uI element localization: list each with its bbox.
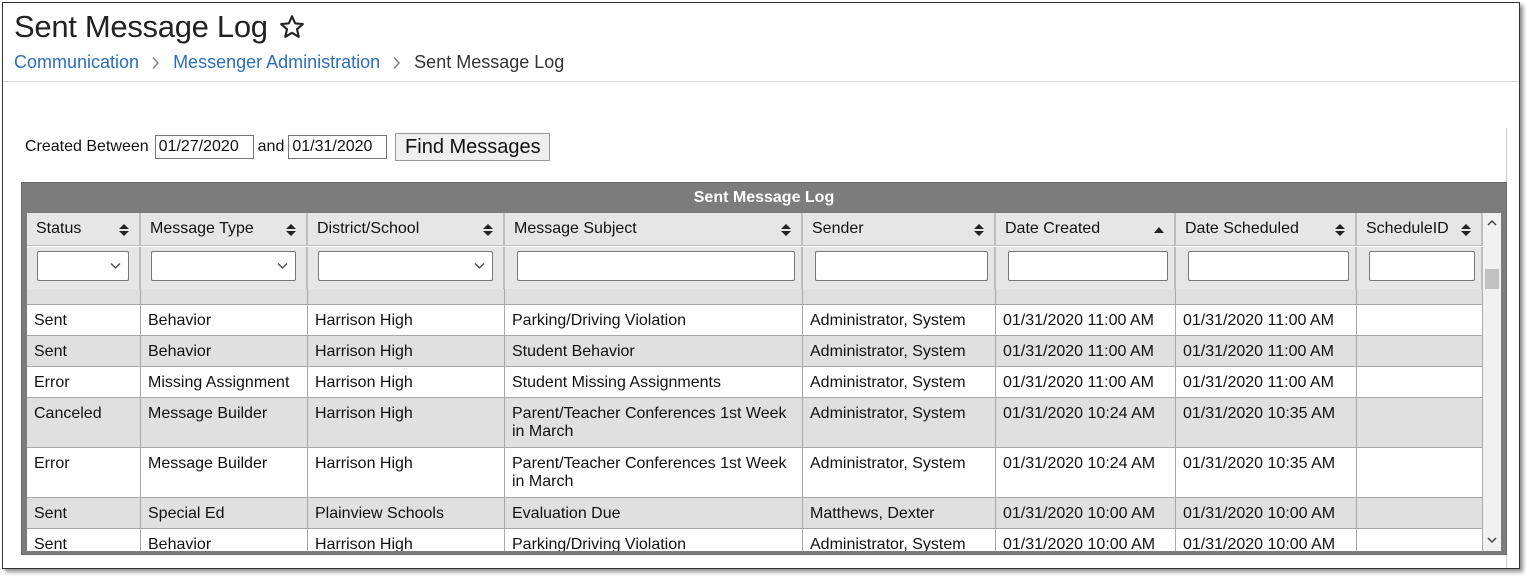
- scroll-up-icon[interactable]: [1486, 218, 1498, 228]
- filter-input-date-created[interactable]: [1008, 251, 1168, 281]
- chevron-right-icon: [151, 56, 161, 70]
- cell-date-created: 01/31/2020 11:00 AM: [996, 367, 1176, 397]
- cell-scheduleid: [1357, 336, 1483, 366]
- column-header-label: District/School: [317, 220, 420, 237]
- start-date-input[interactable]: [155, 135, 254, 159]
- table-row[interactable]: [27, 398, 1483, 448]
- cell-scheduleid: [1357, 498, 1483, 528]
- filter-cell-message-subject: [505, 247, 803, 289]
- cell-status: Error: [27, 448, 141, 497]
- table-row[interactable]: [27, 367, 1483, 398]
- cell-date-created: 01/31/2020 10:00 AM: [996, 529, 1176, 551]
- cell-date-scheduled: 01/31/2020 11:00 AM: [1176, 305, 1357, 335]
- table-row[interactable]: [27, 336, 1483, 367]
- filter-cell-sender: [803, 247, 996, 289]
- cell-status: Sent: [27, 336, 141, 366]
- cell-district-school: Harrison High: [308, 305, 505, 335]
- vertical-scrollbar[interactable]: [1483, 213, 1501, 551]
- filter-input-message-subject[interactable]: [517, 251, 795, 281]
- sort-icon[interactable]: [780, 222, 792, 238]
- cell-district-school: Harrison High: [308, 336, 505, 366]
- filter-input-sender[interactable]: [815, 251, 988, 281]
- column-header-scheduleid[interactable]: [1357, 213, 1483, 246]
- cell-sender: Administrator, System: [803, 305, 996, 335]
- filter-select-status[interactable]: [37, 251, 129, 281]
- cell-date-scheduled: 01/31/2020 11:00 AM: [1176, 336, 1357, 366]
- breadcrumb: [14, 52, 564, 73]
- cell-message-subject: Student Missing Assignments: [505, 367, 803, 397]
- table-row[interactable]: [27, 529, 1483, 551]
- cell-date-scheduled: 01/31/2020 10:00 AM: [1176, 498, 1357, 528]
- breadcrumb-messenger-administration[interactable]: Messenger Administration: [173, 52, 381, 72]
- cell-message-type: Behavior: [141, 336, 308, 366]
- cell-date-created: 01/31/2020 11:00 AM: [996, 305, 1176, 335]
- cell-district-school: Harrison High: [308, 398, 505, 447]
- sort-icon[interactable]: [285, 222, 297, 238]
- filter-cell-scheduleid: [1357, 247, 1483, 289]
- cell-message-subject: Parent/Teacher Conferences 1st Week in March: [505, 398, 803, 447]
- cell-message-subject: Parking/Driving Violation: [505, 305, 803, 335]
- cell-message-subject: Evaluation Due: [505, 498, 803, 528]
- cell-scheduleid: [1357, 529, 1483, 551]
- cell-scheduleid: [1357, 305, 1483, 335]
- sort-ascending-icon[interactable]: [1153, 222, 1165, 238]
- cell-scheduleid: [1357, 367, 1483, 397]
- page-title: [14, 9, 306, 45]
- cell-date-created: 01/31/2020 10:24 AM: [996, 398, 1176, 447]
- cell-date-created: 01/31/2020 10:24 AM: [996, 448, 1176, 497]
- cell-status: Error: [27, 367, 141, 397]
- date-filter: [25, 133, 550, 161]
- cell-message-type: Behavior: [141, 529, 308, 551]
- column-header-label: Message Type: [150, 220, 254, 237]
- cell-date-created: 01/31/2020 10:00 AM: [996, 498, 1176, 528]
- app-window: [2, 2, 1520, 569]
- cell-district-school: Harrison High: [308, 448, 505, 497]
- chevron-down-icon: [474, 262, 485, 270]
- column-header-district-school[interactable]: [308, 213, 505, 246]
- cell-message-type: Behavior: [141, 305, 308, 335]
- cell-status: Sent: [27, 305, 141, 335]
- cell-sender: Administrator, System: [803, 398, 996, 447]
- filter-cell-date-created: [996, 247, 1176, 289]
- star-outline-icon[interactable]: [278, 13, 306, 41]
- header-divider: [3, 81, 1519, 82]
- cell-district-school: Harrison High: [308, 367, 505, 397]
- page-title-text: Sent Message Log: [14, 9, 268, 44]
- cell-message-type: Message Builder: [141, 448, 308, 497]
- cell-message-subject: Parking/Driving Violation: [505, 529, 803, 551]
- cell-message-subject: Student Behavior: [505, 336, 803, 366]
- column-header-message-type[interactable]: [141, 213, 308, 246]
- column-header-label: Sender: [812, 220, 864, 237]
- created-between-label: Created Between: [25, 138, 149, 155]
- cell-status: Sent: [27, 529, 141, 551]
- scrollbar-thumb[interactable]: [1485, 269, 1499, 289]
- sent-message-grid: [21, 182, 1507, 555]
- cell-sender: Administrator, System: [803, 336, 996, 366]
- filter-input-scheduleid[interactable]: [1369, 251, 1475, 281]
- cell-status: Sent: [27, 498, 141, 528]
- cell-scheduleid: [1357, 398, 1483, 447]
- chevron-right-icon: [392, 56, 402, 70]
- chevron-down-icon: [277, 262, 288, 270]
- column-header-date-scheduled[interactable]: [1176, 213, 1357, 246]
- sort-icon[interactable]: [118, 222, 130, 238]
- column-header-label: Message Subject: [514, 220, 637, 237]
- breadcrumb-current: Sent Message Log: [414, 52, 565, 72]
- column-header-sender[interactable]: [803, 213, 996, 246]
- sort-icon[interactable]: [482, 222, 494, 238]
- cell-message-type: Special Ed: [141, 498, 308, 528]
- cell-sender: Administrator, System: [803, 448, 996, 497]
- column-header-date-created[interactable]: [996, 213, 1176, 246]
- chevron-down-icon: [110, 262, 121, 270]
- cell-date-created: 01/31/2020 11:00 AM: [996, 336, 1176, 366]
- cell-date-scheduled: 01/31/2020 10:00 AM: [1176, 529, 1357, 551]
- filter-input-date-scheduled[interactable]: [1188, 251, 1349, 281]
- cell-sender: Administrator, System: [803, 529, 996, 551]
- scroll-down-icon[interactable]: [1486, 535, 1498, 545]
- cell-district-school: Harrison High: [308, 529, 505, 551]
- cell-sender: Matthews, Dexter: [803, 498, 996, 528]
- cell-scheduleid: [1357, 448, 1483, 497]
- grid-caption: Sent Message Log: [693, 189, 835, 206]
- column-header-label: Date Created: [1005, 220, 1101, 237]
- sort-icon[interactable]: [973, 222, 985, 238]
- table-row[interactable]: [27, 305, 1483, 336]
- filter-cell-status: [27, 247, 141, 289]
- table-row[interactable]: [27, 448, 1483, 498]
- cell-date-scheduled: 01/31/2020 10:35 AM: [1176, 448, 1357, 497]
- cell-message-type: Message Builder: [141, 398, 308, 447]
- grid-body: [27, 213, 1501, 551]
- cell-district-school: Plainview Schools: [308, 498, 505, 528]
- cell-sender: Administrator, System: [803, 367, 996, 397]
- column-header-status[interactable]: [27, 213, 141, 246]
- filter-select-district-school[interactable]: [318, 251, 493, 281]
- sort-icon[interactable]: [1460, 222, 1472, 238]
- column-header-label: ScheduleID: [1366, 220, 1449, 237]
- cell-message-type: Missing Assignment: [141, 367, 308, 397]
- filter-select-message-type[interactable]: [151, 251, 296, 281]
- column-header-label: Date Scheduled: [1185, 220, 1299, 237]
- cell-status: Canceled: [27, 398, 141, 447]
- find-messages-button[interactable]: Find Messages: [395, 133, 550, 161]
- table-row[interactable]: [27, 498, 1483, 529]
- and-label: and: [257, 138, 285, 155]
- end-date-input[interactable]: [288, 135, 387, 159]
- cell-message-subject: Parent/Teacher Conferences 1st Week in March: [505, 448, 803, 497]
- cell-date-scheduled: 01/31/2020 11:00 AM: [1176, 367, 1357, 397]
- filter-cell-date-scheduled: [1176, 247, 1357, 289]
- filter-cell-district-school: [308, 247, 505, 289]
- cell-date-scheduled: 01/31/2020 10:35 AM: [1176, 398, 1357, 447]
- breadcrumb-communication[interactable]: Communication: [14, 52, 140, 72]
- column-header-message-subject[interactable]: [505, 213, 803, 246]
- column-header-label: Status: [36, 220, 82, 237]
- sort-icon[interactable]: [1334, 222, 1346, 238]
- filter-cell-message-type: [141, 247, 308, 289]
